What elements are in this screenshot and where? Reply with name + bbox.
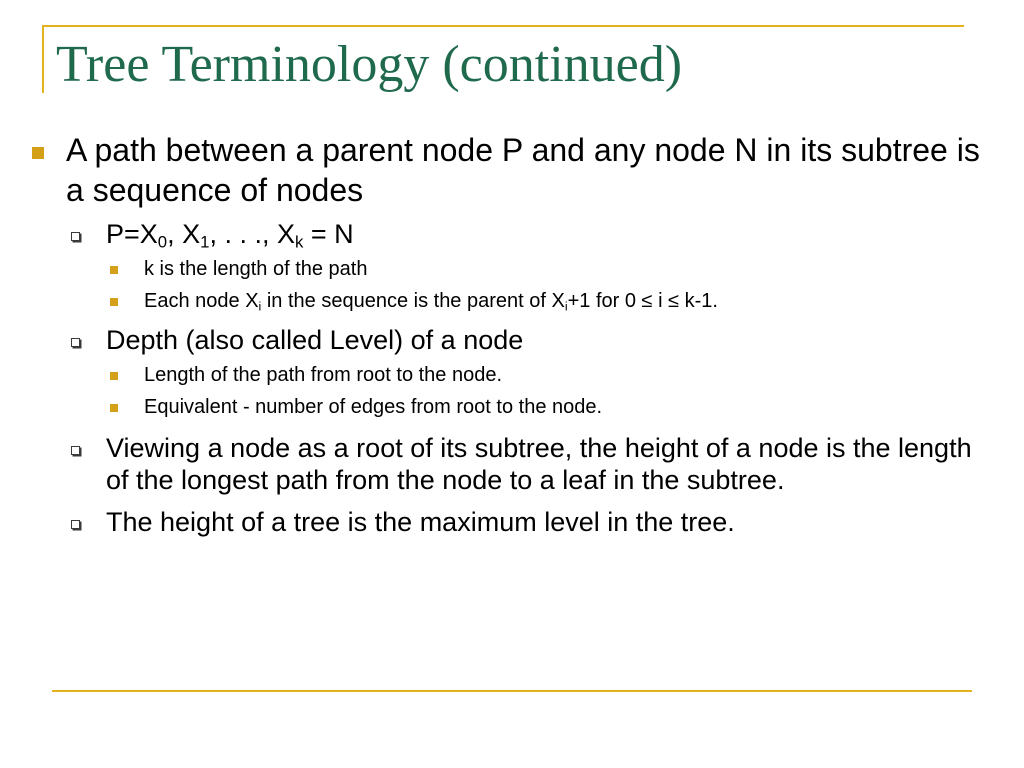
depth-heading: Depth (also called Level) of a node bbox=[106, 325, 524, 355]
sequence-p-eq-x: P=X bbox=[106, 219, 158, 249]
small-square-bullet-icon bbox=[110, 266, 118, 274]
bullet-each-node bbox=[30, 288, 990, 314]
slide-body bbox=[30, 130, 990, 542]
each-node-mid: in the sequence is the parent of X bbox=[261, 290, 565, 312]
hollow-square-bullet-icon bbox=[71, 446, 80, 455]
frame-bottom-rule bbox=[52, 690, 972, 692]
depth-path-length-text: Length of the path from root to the node. bbox=[144, 364, 503, 386]
bullet-path-definition bbox=[30, 130, 990, 210]
frame-top-rule bbox=[42, 25, 964, 27]
bullet-tree-height bbox=[30, 506, 990, 538]
bullet-node-height bbox=[30, 432, 990, 496]
each-node-suffix: +1 for 0 ≤ i ≤ k-1. bbox=[567, 290, 718, 312]
depth-equivalent-text: Equivalent - number of edges from root to the node. bbox=[144, 396, 603, 418]
sequence-sub-k: k bbox=[294, 232, 304, 252]
frame-left-rule bbox=[42, 25, 44, 93]
small-square-bullet-icon bbox=[110, 298, 118, 306]
bullet-k-length bbox=[30, 256, 990, 282]
each-node-sub-1: i bbox=[258, 299, 262, 314]
path-definition-text: A path between a parent node P and any node N in its subtree is a sequence of nodes bbox=[66, 132, 980, 208]
small-square-bullet-icon bbox=[110, 404, 118, 412]
node-height-text: Viewing a node as a root of its subtree, the height of a node is the length of the longest path from the node to a leaf in the subtree. bbox=[106, 433, 972, 495]
each-node-sub-2: i bbox=[564, 299, 568, 314]
hollow-square-bullet-icon bbox=[71, 520, 80, 529]
hollow-square-bullet-icon bbox=[71, 338, 80, 347]
slide-title: Tree Terminology (continued) bbox=[56, 36, 683, 93]
k-length-text: k is the length of the path bbox=[144, 258, 368, 280]
small-square-bullet-icon bbox=[110, 372, 118, 380]
square-bullet-icon bbox=[32, 147, 44, 159]
sequence-sub-0: 0 bbox=[157, 232, 168, 252]
tree-height-text: The height of a tree is the maximum level in the tree. bbox=[106, 507, 735, 537]
sequence-sep-2: , . . ., X bbox=[209, 219, 295, 249]
sequence-end: = N bbox=[303, 219, 354, 249]
sequence-sep-1: , X bbox=[167, 219, 201, 249]
hollow-square-bullet-icon bbox=[71, 232, 80, 241]
bullet-depth-equivalent bbox=[30, 394, 990, 420]
sequence-sub-1: 1 bbox=[200, 232, 210, 252]
bullet-sequence bbox=[30, 218, 990, 250]
each-node-prefix: Each node X bbox=[144, 290, 259, 312]
bullet-depth bbox=[30, 324, 990, 356]
bullet-depth-path-length bbox=[30, 362, 990, 388]
